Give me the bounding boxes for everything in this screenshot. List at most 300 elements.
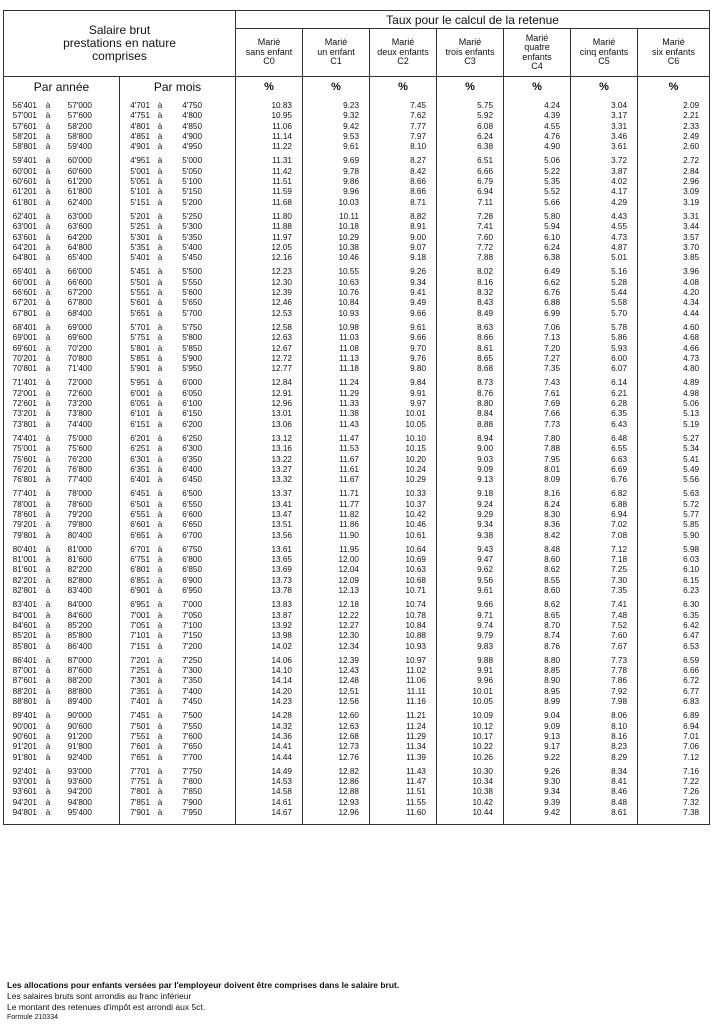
annual-to: 57'000	[67, 101, 92, 110]
monthly-to: 7'900	[182, 797, 202, 807]
annual-to: 74'400	[67, 419, 92, 429]
rate-c3: 8.73	[437, 378, 504, 388]
annual-range	[4, 409, 120, 419]
annual-to: 81'600	[67, 555, 92, 565]
monthly-range	[120, 323, 236, 333]
rate-c2: 10.05	[370, 420, 437, 430]
percent-header: %	[437, 77, 504, 98]
rate-c5: 5.93	[571, 344, 638, 354]
monthly-to: 5'600	[182, 288, 202, 298]
range-separator: à	[157, 222, 163, 232]
rate-c2: 10.68	[370, 576, 437, 586]
annual-range	[4, 288, 120, 298]
rate-c1: 9.53	[303, 132, 370, 142]
table-row	[4, 122, 710, 132]
rate-c0: 13.78	[236, 586, 303, 596]
table-row	[4, 420, 710, 430]
rate-c1: 12.51	[303, 687, 370, 697]
annual-from: 57'601	[12, 121, 37, 131]
monthly-range	[120, 253, 236, 263]
table-row	[4, 711, 710, 721]
table-row	[4, 167, 710, 177]
rate-c2: 10.37	[370, 500, 437, 510]
annual-from: 70'201	[12, 353, 37, 363]
rate-c3: 8.65	[437, 354, 504, 364]
rate-c2: 11.16	[370, 697, 437, 707]
rate-c3: 8.43	[437, 298, 504, 308]
rate-c5: 8.41	[571, 777, 638, 787]
rate-c0: 14.02	[236, 642, 303, 652]
rate-c3: 9.91	[437, 666, 504, 676]
annual-to: 70'800	[67, 353, 92, 363]
annual-range	[4, 767, 120, 777]
annual-range	[4, 777, 120, 787]
rate-c5: 5.70	[571, 309, 638, 319]
rate-c4: 5.06	[504, 156, 571, 166]
rate-c6: 3.85	[638, 253, 710, 263]
rate-c5: 7.92	[571, 687, 638, 697]
annual-to: 66'600	[67, 277, 92, 287]
annual-from: 74'401	[12, 433, 37, 443]
rate-c5: 4.43	[571, 212, 638, 222]
annual-to: 85'200	[67, 620, 92, 630]
annual-to: 73'200	[67, 399, 92, 409]
rate-c3: 8.84	[437, 409, 504, 419]
rate-c2: 10.61	[370, 531, 437, 541]
annual-range	[4, 278, 120, 288]
rate-c4: 5.35	[504, 177, 571, 187]
rate-c0: 13.06	[236, 420, 303, 430]
rate-c1: 10.98	[303, 323, 370, 333]
rate-c5: 7.30	[571, 576, 638, 586]
monthly-from: 7'851	[130, 797, 150, 807]
table-row	[4, 676, 710, 686]
annual-to: 75'600	[67, 444, 92, 454]
rate-c5: 8.48	[571, 798, 638, 808]
rate-c6: 6.53	[638, 642, 710, 652]
rate-c3: 7.11	[437, 198, 504, 208]
annual-from: 76'201	[12, 464, 37, 474]
annual-from: 94'201	[12, 797, 37, 807]
range-separator: à	[45, 211, 51, 221]
monthly-to: 5'700	[182, 308, 202, 318]
monthly-from: 7'701	[130, 766, 150, 776]
monthly-from: 7'001	[130, 610, 150, 620]
rate-c4: 8.30	[504, 510, 571, 520]
range-separator: à	[157, 655, 163, 665]
rate-c3: 9.83	[437, 642, 504, 652]
rate-c1: 11.38	[303, 409, 370, 419]
monthly-from: 6'401	[130, 475, 150, 485]
rate-c0: 11.14	[236, 132, 303, 142]
rate-c2: 11.39	[370, 753, 437, 763]
monthly-to: 5'000	[182, 156, 202, 166]
monthly-range	[120, 167, 236, 177]
rate-c2: 10.33	[370, 489, 437, 499]
rate-c6: 3.44	[638, 222, 710, 232]
column-header-c0	[236, 29, 303, 77]
monthly-to: 7'300	[182, 666, 202, 676]
monthly-to: 5'800	[182, 333, 202, 343]
annual-from: 75'001	[12, 444, 37, 454]
monthly-from: 4'801	[130, 121, 150, 131]
rate-c1: 12.04	[303, 565, 370, 575]
rate-c5: 4.73	[571, 233, 638, 243]
monthly-range	[120, 111, 236, 121]
monthly-from: 6'501	[130, 499, 150, 509]
rate-c0: 13.32	[236, 475, 303, 485]
monthly-from: 4'751	[130, 111, 150, 121]
annual-range	[4, 354, 120, 364]
rate-c0: 12.46	[236, 298, 303, 308]
range-separator: à	[45, 197, 51, 207]
table-row	[4, 198, 710, 208]
annual-range	[4, 253, 120, 263]
rate-c1: 10.63	[303, 278, 370, 288]
annual-from: 79'801	[12, 530, 37, 540]
rate-c5: 8.06	[571, 711, 638, 721]
monthly-range	[120, 142, 236, 152]
rate-c3: 9.43	[437, 545, 504, 555]
annual-range	[4, 676, 120, 686]
annual-to: 60'600	[67, 166, 92, 176]
monthly-to: 6'050	[182, 388, 202, 398]
annual-to: 71'400	[67, 364, 92, 374]
range-separator: à	[157, 333, 163, 343]
rate-c3: 10.26	[437, 753, 504, 763]
range-separator: à	[45, 388, 51, 398]
monthly-range	[120, 510, 236, 520]
annual-from: 90'001	[12, 721, 37, 731]
rate-c3: 6.24	[437, 132, 504, 142]
monthly-from: 7'301	[130, 676, 150, 686]
range-separator: à	[157, 631, 163, 641]
rate-c3: 9.88	[437, 656, 504, 666]
rate-c6: 5.13	[638, 409, 710, 419]
rate-c6: 6.35	[638, 611, 710, 621]
rate-c4: 5.94	[504, 222, 571, 232]
monthly-from: 7'451	[130, 711, 150, 721]
range-separator: à	[157, 444, 163, 454]
annual-to: 76'200	[67, 454, 92, 464]
rate-c2: 9.49	[370, 298, 437, 308]
annual-to: 90'600	[67, 721, 92, 731]
range-separator: à	[45, 797, 51, 807]
range-separator: à	[45, 586, 51, 596]
annual-from: 87'601	[12, 676, 37, 686]
rate-c6: 6.42	[638, 621, 710, 631]
rate-c6: 5.72	[638, 500, 710, 510]
annual-range	[4, 378, 120, 388]
range-separator: à	[45, 600, 51, 610]
monthly-to: 5'400	[182, 242, 202, 252]
table-row	[4, 409, 710, 419]
rate-c0: 14.28	[236, 711, 303, 721]
table-row	[4, 378, 710, 388]
rate-c4: 7.43	[504, 378, 571, 388]
rate-c3: 8.88	[437, 420, 504, 430]
table-row	[4, 323, 710, 333]
rate-c2: 9.61	[370, 323, 437, 333]
rate-c2: 11.29	[370, 732, 437, 742]
range-separator: à	[45, 721, 51, 731]
monthly-to: 6'000	[182, 378, 202, 388]
rate-c5: 4.17	[571, 187, 638, 197]
rate-c1: 12.34	[303, 642, 370, 652]
range-separator: à	[45, 444, 51, 454]
monthly-to: 6'600	[182, 509, 202, 519]
range-separator: à	[157, 166, 163, 176]
column-header-label: Marié trois enfants C3	[445, 37, 495, 67]
annual-to: 61'200	[67, 177, 92, 187]
rate-c3: 9.47	[437, 555, 504, 565]
annual-range	[4, 399, 120, 409]
monthly-range	[120, 122, 236, 132]
rate-c6: 4.44	[638, 309, 710, 319]
monthly-range	[120, 389, 236, 399]
rate-c1: 11.03	[303, 333, 370, 343]
rate-c1: 12.68	[303, 732, 370, 742]
rate-c6: 2.21	[638, 111, 710, 121]
rate-c2: 8.42	[370, 167, 437, 177]
monthly-from: 5'901	[130, 364, 150, 374]
rate-c6: 3.31	[638, 212, 710, 222]
annual-range	[4, 666, 120, 676]
rate-c6: 4.89	[638, 378, 710, 388]
table-row	[4, 187, 710, 197]
rate-c3: 6.94	[437, 187, 504, 197]
annual-from: 61'801	[12, 197, 37, 207]
rate-c1: 10.29	[303, 233, 370, 243]
range-separator: à	[45, 641, 51, 651]
table-row	[4, 354, 710, 364]
note-rounding-salary: Les salaires bruts sont arrondis au franc inférieur	[7, 991, 192, 1001]
table-row	[4, 101, 710, 111]
monthly-range	[120, 354, 236, 364]
annual-range	[4, 222, 120, 232]
rate-c4: 6.62	[504, 278, 571, 288]
annual-to: 88'200	[67, 676, 92, 686]
rate-c2: 8.10	[370, 142, 437, 152]
rate-c3: 9.00	[437, 444, 504, 454]
percent-header: %	[303, 77, 370, 98]
range-separator: à	[157, 388, 163, 398]
range-separator: à	[157, 721, 163, 731]
rate-c6: 5.19	[638, 420, 710, 430]
monthly-range	[120, 344, 236, 354]
range-separator: à	[157, 409, 163, 419]
table-row	[4, 621, 710, 631]
rate-c1: 10.18	[303, 222, 370, 232]
rate-c5: 7.52	[571, 621, 638, 631]
rate-c0: 13.27	[236, 465, 303, 475]
monthly-from: 5'001	[130, 166, 150, 176]
rate-c5: 4.29	[571, 198, 638, 208]
range-separator: à	[157, 364, 163, 374]
rate-c4: 4.55	[504, 122, 571, 132]
monthly-range	[120, 420, 236, 430]
table-row	[4, 642, 710, 652]
monthly-from: 5'501	[130, 277, 150, 287]
rate-c4: 5.22	[504, 167, 571, 177]
annual-from: 66'601	[12, 288, 37, 298]
table-row	[4, 600, 710, 610]
rate-c5: 4.02	[571, 177, 638, 187]
rate-c5: 5.28	[571, 278, 638, 288]
annual-from: 78'001	[12, 499, 37, 509]
rate-c2: 7.77	[370, 122, 437, 132]
annual-to: 77'400	[67, 475, 92, 485]
monthly-to: 7'250	[182, 655, 202, 665]
monthly-range	[120, 409, 236, 419]
rate-c4: 9.13	[504, 732, 571, 742]
rate-c1: 12.86	[303, 777, 370, 787]
annual-range	[4, 808, 120, 818]
rate-c6: 4.73	[638, 354, 710, 364]
percent-header: %	[504, 77, 571, 98]
rate-c4: 8.62	[504, 565, 571, 575]
range-separator: à	[157, 731, 163, 741]
per-year-header: Par année	[4, 77, 120, 98]
range-separator: à	[45, 555, 51, 565]
rate-c2: 11.34	[370, 742, 437, 752]
range-separator: à	[45, 489, 51, 499]
table-row	[4, 732, 710, 742]
rate-c1: 12.00	[303, 555, 370, 565]
range-separator: à	[157, 343, 163, 353]
rate-c3: 10.34	[437, 777, 504, 787]
rate-c6: 4.80	[638, 364, 710, 374]
monthly-range	[120, 687, 236, 697]
annual-from: 61'201	[12, 187, 37, 197]
rate-c1: 11.29	[303, 389, 370, 399]
rate-c5: 3.87	[571, 167, 638, 177]
column-header-c3	[437, 29, 504, 77]
annual-from: 84'601	[12, 620, 37, 630]
range-separator: à	[45, 253, 51, 263]
annual-to: 93'000	[67, 766, 92, 776]
rate-c0: 12.05	[236, 243, 303, 253]
rate-c4: 7.95	[504, 455, 571, 465]
annual-range	[4, 656, 120, 666]
rate-c0: 13.41	[236, 500, 303, 510]
rate-c2: 11.02	[370, 666, 437, 676]
rate-c0: 14.36	[236, 732, 303, 742]
rate-c5: 7.48	[571, 611, 638, 621]
annual-from: 78'601	[12, 509, 37, 519]
table-row	[4, 656, 710, 666]
monthly-from: 5'201	[130, 211, 150, 221]
rate-c6: 5.63	[638, 489, 710, 499]
rate-c0: 10.95	[236, 111, 303, 121]
monthly-to: 7'600	[182, 731, 202, 741]
rate-c0: 11.59	[236, 187, 303, 197]
rate-c5: 6.63	[571, 455, 638, 465]
rate-c3: 10.01	[437, 687, 504, 697]
annual-from: 83'401	[12, 600, 37, 610]
rate-c4: 8.80	[504, 656, 571, 666]
rate-c0: 13.12	[236, 434, 303, 444]
annual-range	[4, 243, 120, 253]
rate-c0: 11.42	[236, 167, 303, 177]
annual-from: 64'801	[12, 253, 37, 263]
column-header-label: Marié un enfant C1	[317, 37, 355, 67]
rate-c0: 13.92	[236, 621, 303, 631]
monthly-from: 5'301	[130, 232, 150, 242]
monthly-from: 4'701	[130, 101, 150, 110]
annual-from: 85'801	[12, 641, 37, 651]
rate-c5: 3.31	[571, 122, 638, 132]
monthly-from: 7'601	[130, 742, 150, 752]
rate-c5: 5.01	[571, 253, 638, 263]
annual-to: 61'800	[67, 187, 92, 197]
rate-c3: 9.62	[437, 565, 504, 575]
rate-c0: 14.49	[236, 767, 303, 777]
annual-to: 69'000	[67, 322, 92, 332]
annual-from: 58'201	[12, 131, 37, 141]
annual-range	[4, 753, 120, 763]
rate-c1: 11.33	[303, 399, 370, 409]
range-separator: à	[45, 222, 51, 232]
annual-to: 62'400	[67, 197, 92, 207]
annual-range	[4, 600, 120, 610]
rate-c6: 2.33	[638, 122, 710, 132]
rate-c3: 10.12	[437, 722, 504, 732]
range-separator: à	[157, 242, 163, 252]
rate-c2: 10.46	[370, 520, 437, 530]
rate-c3: 9.03	[437, 455, 504, 465]
rate-c2: 10.69	[370, 555, 437, 565]
rate-c2: 7.62	[370, 111, 437, 121]
rate-c1: 11.77	[303, 500, 370, 510]
rate-c2: 10.88	[370, 631, 437, 641]
annual-from: 56'401	[12, 101, 37, 110]
annual-to: 75'000	[67, 433, 92, 443]
annual-range	[4, 687, 120, 697]
monthly-range	[120, 631, 236, 641]
monthly-range	[120, 475, 236, 485]
annual-from: 67'201	[12, 298, 37, 308]
rate-c1: 12.82	[303, 767, 370, 777]
table-row	[4, 753, 710, 763]
table-row	[4, 364, 710, 374]
annual-from: 80'401	[12, 544, 37, 554]
range-separator: à	[45, 454, 51, 464]
monthly-from: 4'951	[130, 156, 150, 166]
salary-header	[4, 11, 236, 77]
rate-c1: 12.39	[303, 656, 370, 666]
rate-c0: 10.83	[236, 101, 303, 111]
rate-c0: 14.58	[236, 787, 303, 797]
rate-c0: 13.01	[236, 409, 303, 419]
table-row	[4, 132, 710, 142]
rate-c4: 8.95	[504, 687, 571, 697]
rate-c3: 9.38	[437, 531, 504, 541]
rate-c1: 12.22	[303, 611, 370, 621]
table-row	[4, 298, 710, 308]
table-row	[4, 531, 710, 541]
range-separator: à	[45, 631, 51, 641]
rate-c2: 9.41	[370, 288, 437, 298]
table-row	[4, 666, 710, 676]
monthly-range	[120, 222, 236, 232]
monthly-from: 6'451	[130, 489, 150, 499]
annual-to: 72'000	[67, 378, 92, 388]
range-separator: à	[45, 166, 51, 176]
rate-c1: 9.96	[303, 187, 370, 197]
range-separator: à	[157, 489, 163, 499]
per-month-header: Par mois	[120, 77, 236, 98]
